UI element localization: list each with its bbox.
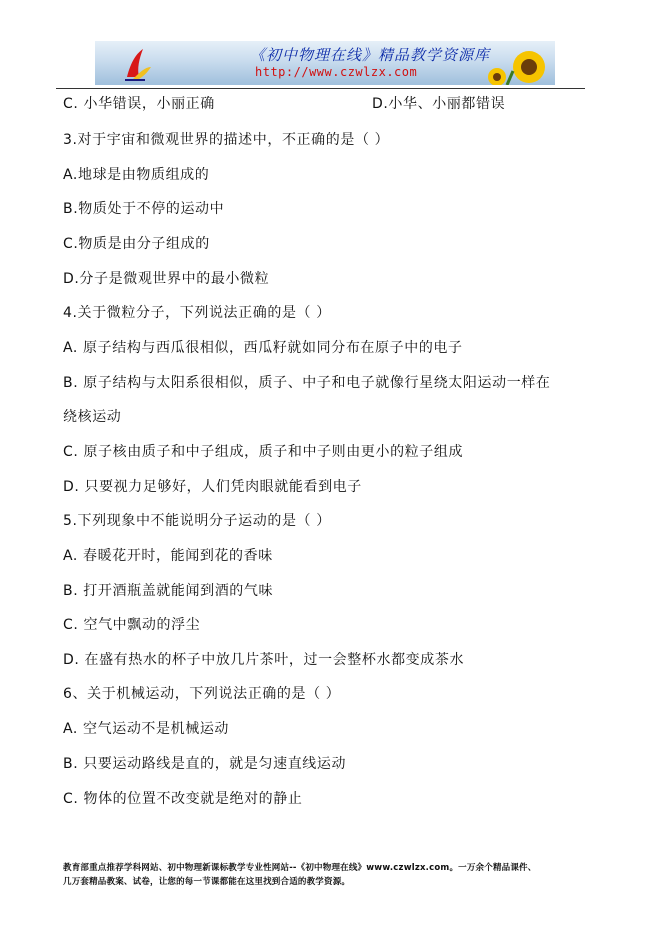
- option-b-q4: B. 原子结构与太阳系很相似，质子、中子和电子就像行星绕太阳运动一样在: [63, 375, 551, 391]
- logo-icon: [123, 47, 153, 81]
- option-a-q6: A. 空气运动不是机械运动: [63, 721, 230, 737]
- option-a-q5: A. 春暖花开时，能闻到花的香味: [63, 548, 273, 564]
- question-5: 5.下列现象中不能说明分子运动的是（ ）: [63, 513, 331, 529]
- option-c-q4: C. 原子核由质子和中子组成，质子和中子则由更小的粒子组成: [63, 444, 464, 460]
- banner-url[interactable]: http://www.czwlzx.com: [255, 65, 418, 79]
- option-b-q3: B.物质处于不停的运动中: [63, 201, 225, 217]
- option-d-q5: D. 在盛有热水的杯子中放几片茶叶，过一会整杯水都变成茶水: [63, 652, 465, 668]
- option-c-q3: C.物质是由分子组成的: [63, 236, 210, 252]
- header-banner: [95, 41, 555, 85]
- banner-title: 《初中物理在线》精品教学资源库: [250, 46, 491, 64]
- option-d-q2: D.小华、小丽都错误: [372, 96, 506, 112]
- option-c-q2: C. 小华错误，小丽正确: [63, 96, 215, 112]
- header-divider: [56, 88, 585, 89]
- question-6: 6、关于机械运动，下列说法正确的是（ ）: [63, 686, 341, 702]
- question-4: 4.关于微粒分子，下列说法正确的是（ ）: [63, 305, 331, 321]
- option-b-q5: B. 打开酒瓶盖就能闻到酒的气味: [63, 583, 274, 599]
- sunflower-icon: [485, 41, 555, 85]
- question-3: 3.对于宇宙和微观世界的描述中，不正确的是（ ）: [63, 132, 390, 148]
- option-c-q6: C. 物体的位置不改变就是绝对的静止: [63, 791, 303, 807]
- option-b-q6: B. 只要运动路线是直的，就是匀速直线运动: [63, 756, 347, 772]
- option-a-q4: A. 原子结构与西瓜很相似，西瓜籽就如同分布在原子中的电子: [63, 340, 463, 356]
- footer-line-2: 几万套精品教案、试卷，让您的每一节课都能在这里找到合适的教学资源。: [63, 877, 351, 887]
- option-c-q5: C. 空气中飘动的浮尘: [63, 617, 201, 633]
- option-b-q4-cont: 绕核运动: [63, 409, 122, 425]
- option-a-q3: A.地球是由物质组成的: [63, 167, 210, 183]
- option-d-q4: D. 只要视力足够好，人们凭肉眼就能看到电子: [63, 479, 362, 495]
- option-d-q3: D.分子是微观世界中的最小微粒: [63, 271, 270, 287]
- footer-line-1: 教育部重点推荐学科网站、初中物理新课标教学专业性网站--《初中物理在线》www.czwlzx.com。一万余个精品课件、: [63, 863, 537, 873]
